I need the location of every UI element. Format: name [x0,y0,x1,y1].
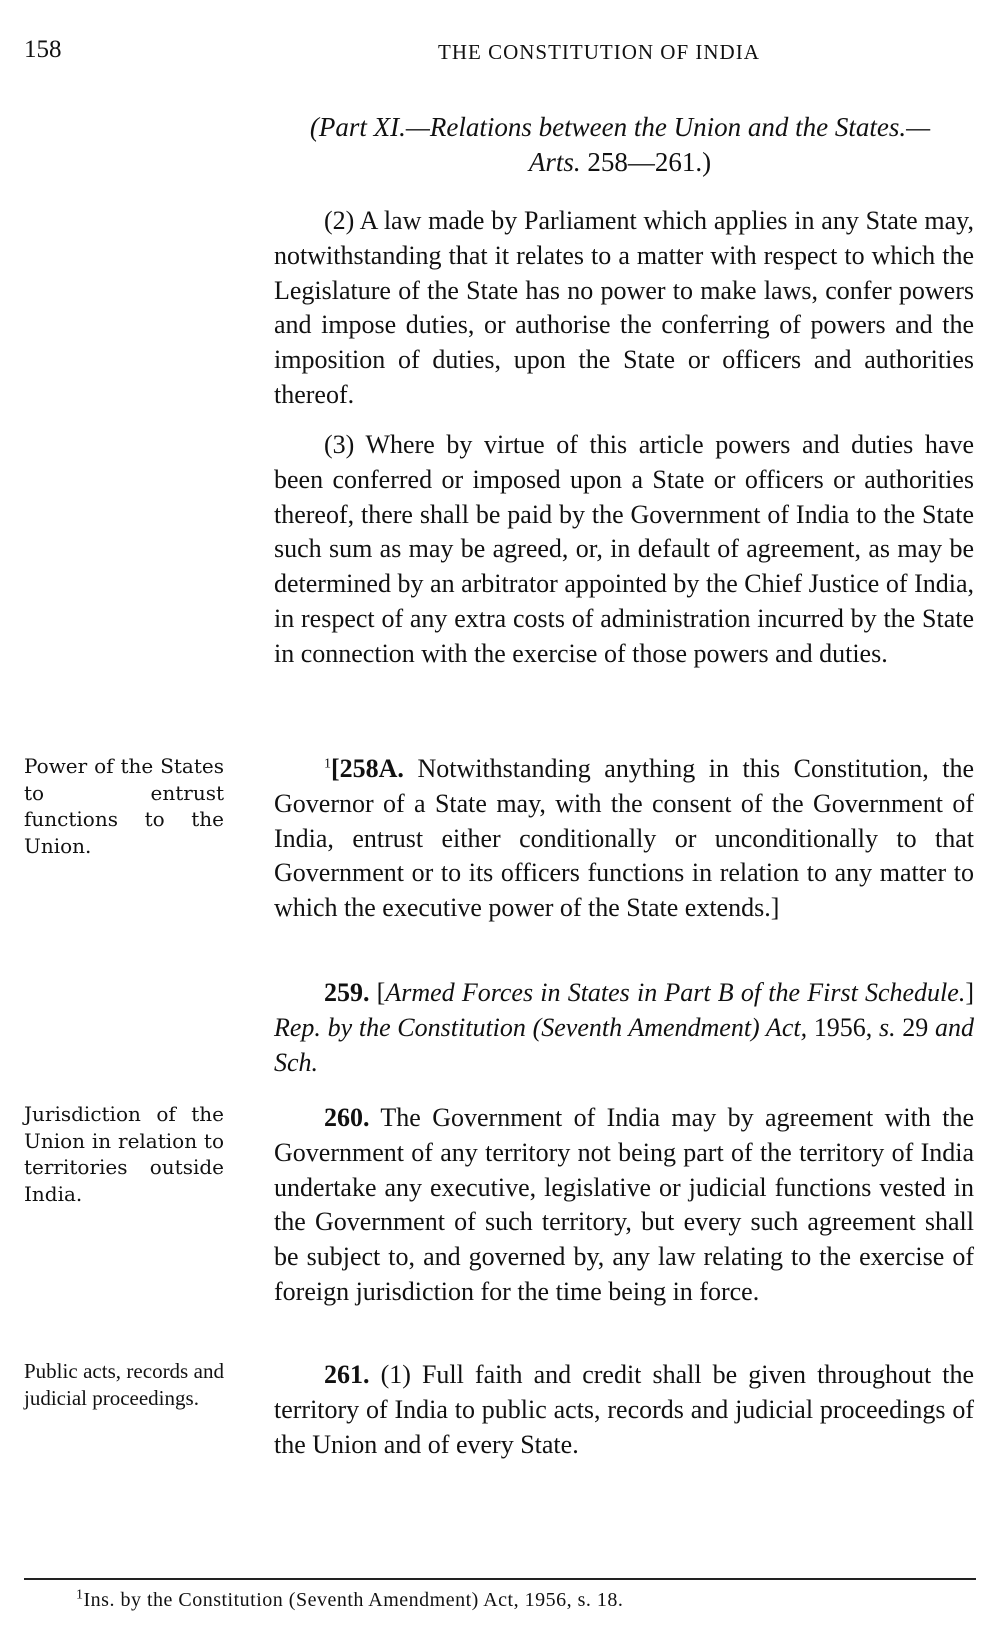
part-heading [270,110,970,180]
footnote-marker: 1 [76,1587,84,1603]
article-259-section: s. [878,1012,896,1042]
marginal-note-261: Public acts, records and judicial proceedings. [24,1359,224,1410]
article-260-number: 260. [324,1103,370,1132]
part-heading-arts-word: Arts. [528,147,581,177]
article-259-bracket-close: ] [965,978,974,1007]
article-258a-paragraph [274,752,974,926]
running-title: THE CONSTITUTION OF INDIA [438,40,760,64]
page-number: 158 [24,36,62,63]
footnote-text: Ins. by the Constitution (Seventh Amendment) Act, 1956, s. 18. [83,1589,624,1611]
article-259-repeal: Rep. by the Constitution (Seventh Amendment) Act, [274,1012,808,1042]
marginal-note-260: Jurisdiction of the Union in relation to territories outside India. [24,1102,224,1206]
article-260-text: The Government of India may by agreement with the Government of any territory not being part of the territory of India undertake any executive, legislative or judicial functions vested in the Government of such territory, but every such agreement shall be subject to, and governed by, any law relating to the exercise of foreign jurisdiction for the time being in force. [274,1103,974,1306]
clause-2-paragraph [274,204,974,413]
article-260-paragraph [274,1101,974,1310]
marginal-note-258a: Power of the States to entrust functions to the Union. [24,754,224,858]
article-261-paragraph [274,1358,974,1462]
clause-2-text: (2) A law made by Parliament which applies in any State may, notwithstanding that it relates to a matter with respect to which the Legislature of the State has no power to make laws, confer powers and impose duties, or authorise the conferring of powers and the imposition of duties, upon the State or officers and authorities thereof. [274,206,974,409]
part-heading-arts-range: 258—261.) [580,147,712,177]
footnote-reference: 1 [324,756,331,772]
article-259-year: 1956, [807,1012,879,1042]
article-258a-number: [258A. [331,754,404,783]
article-258a-text: Notwithstanding anything in this Constitution, the Governor of a State may, with the consent of the Government of India, entrust either conditionally or unconditionally to that Government or to its officers functions in relation to any matter to which the executive power of the State extends.] [274,754,974,923]
clause-3-paragraph [274,428,974,672]
article-259-number: 259. [324,978,370,1007]
article-259-section-number: 29 [895,1012,935,1042]
article-261-number: 261. [324,1360,370,1389]
part-heading-line1: (Part XI.—Relations between the Union and the States.— [309,112,931,142]
footnote-rule [24,1578,976,1580]
article-259-schedule: and Sch. [274,1012,974,1077]
article-259-title: Armed Forces in States in Part B of the First Schedule. [385,978,966,1007]
clause-3-text: (3) Where by virtue of this article powers and duties have been conferred or imposed upon a State or officers or authorities thereof, there shall be paid by the Government of India to the State such sum as may be agreed, or, in default of agreement, as may be determined by an arbitrator appointed by the Chief Justice of India, in respect of any extra costs of administration incurred by the State in connection with the exercise of those powers and duties. [274,430,974,668]
article-259-paragraph [274,976,974,1080]
article-261-text: (1) Full faith and credit shall be given throughout the territory of India to public acts, records and judicial proceedings of the Union and of every State. [274,1360,974,1459]
footnote [76,1589,623,1612]
article-259-bracket-open: [ [369,978,386,1007]
